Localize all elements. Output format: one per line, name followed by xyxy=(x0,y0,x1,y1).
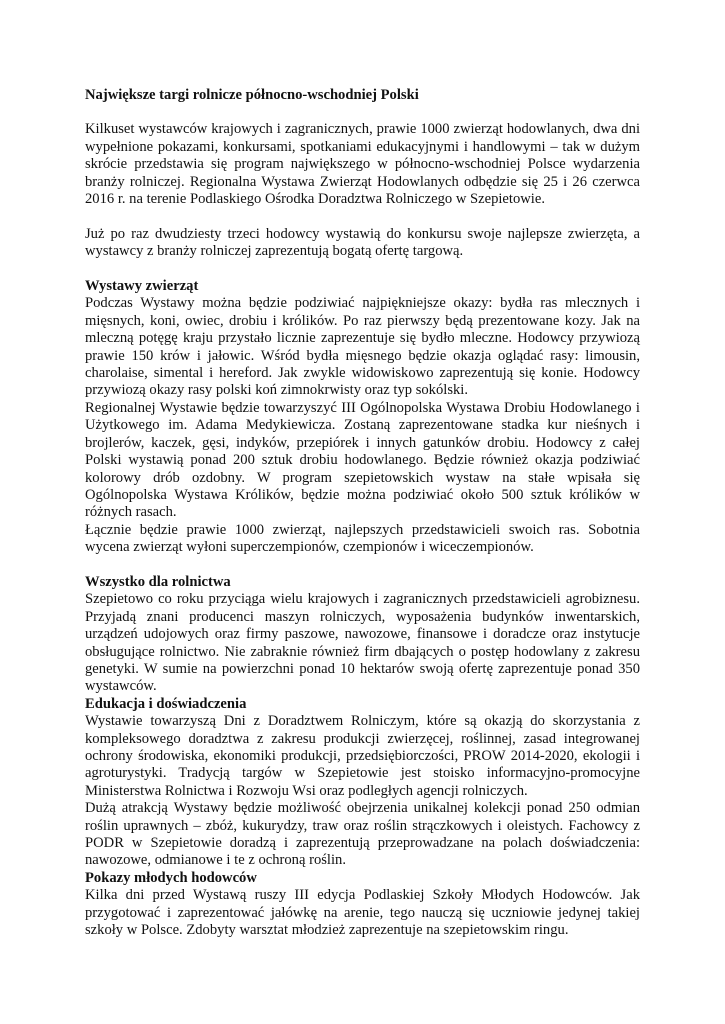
spacer xyxy=(85,261,640,278)
intro-paragraph-2: Już po raz dwudziesty trzeci hodowcy wystawią do konkursu swoje najlepsze zwierzęta, a wystawcy z branży rolniczej zaprezentują bogatą ofertę targową. xyxy=(85,225,640,260)
section-heading-rolnictwo: Wszystko dla rolnictwa xyxy=(85,573,231,590)
section-paragraph: Regionalnej Wystawie będzie towarzyszyć III Ogólnopolska Wystawa Drobiu Hodowlanego i Użytkowego im. Adama Medykiewicza. Zostaną zaprezentowane stadka kur nieśnych i brojlerów, kaczek, gęsi, indyków, przepiórek i innych gatunków drobiu. Hodowcy z całej Polski wystawią ponad 200 sztuk drobiu hodowlanego. Będzie również okazja podziwiać kolorowy drób ozdobny. W program szepietowskich wystaw na stałe wpisała się Ogólnopolska Wystawa Królików, będzie można podziwiać około 500 sztuk królików w różnych rasach. xyxy=(85,399,640,521)
document-title: Największe targi rolnicze północno-wschodniej Polski xyxy=(85,87,419,103)
section-paragraph: Dużą atrakcją Wystawy będzie możliwość obejrzenia unikalnej kolekcji ponad 250 odmian roślin uprawnych – zbóż, kukurydzy, traw oraz roślin strączkowych i oleistych. Fachowcy z PODR w Szepietowie doradzą i zaprezentują przeprowadzane na polach doświadczenia: nawozowe, odmianowe i te z ochroną roślin. xyxy=(85,800,640,869)
spacer xyxy=(85,557,640,574)
section-paragraph: Wystawie towarzyszą Dni z Doradztwem Rolniczym, które są okazją do skorzystania z kompleksowego doradztwa z zakresu produkcji zwierzęcej, roślinnej, zasad integrowanej ochrony środowiska, ekonomiki produkcji, przedsiębiorczości, PROW 2014-2020, ekologii i agroturystyki. Tradycją targów w Szepietowie jest stoisko informacyjno-promocyjne Ministerstwa Rolnictwa i Rozwoju Wsi oraz podległych agencji rolniczych. xyxy=(85,713,640,799)
spacer xyxy=(85,208,640,225)
section-paragraph: Kilka dni przed Wystawą ruszy III edycja Podlaskiej Szkoły Młodych Hodowców. Jak przygotować i zaprezentować jałówkę na arenie, tego nauczą się uczniowie jedynej takiej szkoły w Polsce. Zdobyty warsztat młodzież zaprezentuje na szepietowskim ringu. xyxy=(85,887,640,939)
section-paragraph: Podczas Wystawy można będzie podziwiać najpiękniejsze okazy: bydła ras mlecznych i mięsnych, koni, owiec, drobiu i królików. Po raz pierwszy będą prezentowane kozy. Jak na mleczną potęgę kraju przystało licznie zaprezentuje się bydło mleczne. Hodowcy przywiozą prawie 150 krów i jałowic. Wśród bydła mięsnego będzie okazja oglądać rasy: limousin, charolaise, simental i hereford. Jak zwykle widowiskowo zaprezentują się konie. Hodowcy przywiozą okazy rasy polski koń zimnokrwisty oraz typ sokólski. xyxy=(85,295,640,399)
intro-paragraph: Kilkuset wystawców krajowych i zagranicznych, prawie 1000 zwierząt hodowlanych, dwa dni wypełnione pokazami, konkursami, spotkaniami edukacyjnymi i handlowymi – tak w dużym skrócie przedstawia się program największego w północno-wschodniej Polsce wydarzenia branży rolniczej. Regionalna Wystawa Zwierząt Hodowlanych odbędzie się 25 i 26 czerwca 2016 r. na terenie Podlaskiego Ośrodka Doradztwa Rolniczego w Szepietowie. xyxy=(85,121,640,208)
section-paragraph: Łącznie będzie prawie 1000 zwierząt, najlepszych przedstawicieli swoich ras. Sobotnia wycena zwierząt wyłoni superczempionów, czempionów i wiceczempionów. xyxy=(85,521,640,556)
section-heading-wystawy: Wystawy zwierząt xyxy=(85,278,199,295)
section-paragraph: Szepietowo co roku przyciąga wielu krajowych i zagranicznych przedstawicieli agrobiznesu. Przyjadą znani producenci maszyn rolniczych, wyposażenia budynków inwentarskich, urządzeń udojowych oraz firmy paszowe, nawozowe, finansowe i doradcze oraz instytucje obsługujące rolnictwo. Nie zabraknie również firm dbających o postęp hodowlany z zakresu genetyki. W sumie na powierzchni ponad 10 hektarów swoją ofertę zaprezentuje ponad 350 wystawców. xyxy=(85,591,640,695)
section-heading-edukacja: Edukacja i doświadczenia xyxy=(85,695,247,712)
section-heading-pokazy: Pokazy młodych hodowców xyxy=(85,869,257,886)
